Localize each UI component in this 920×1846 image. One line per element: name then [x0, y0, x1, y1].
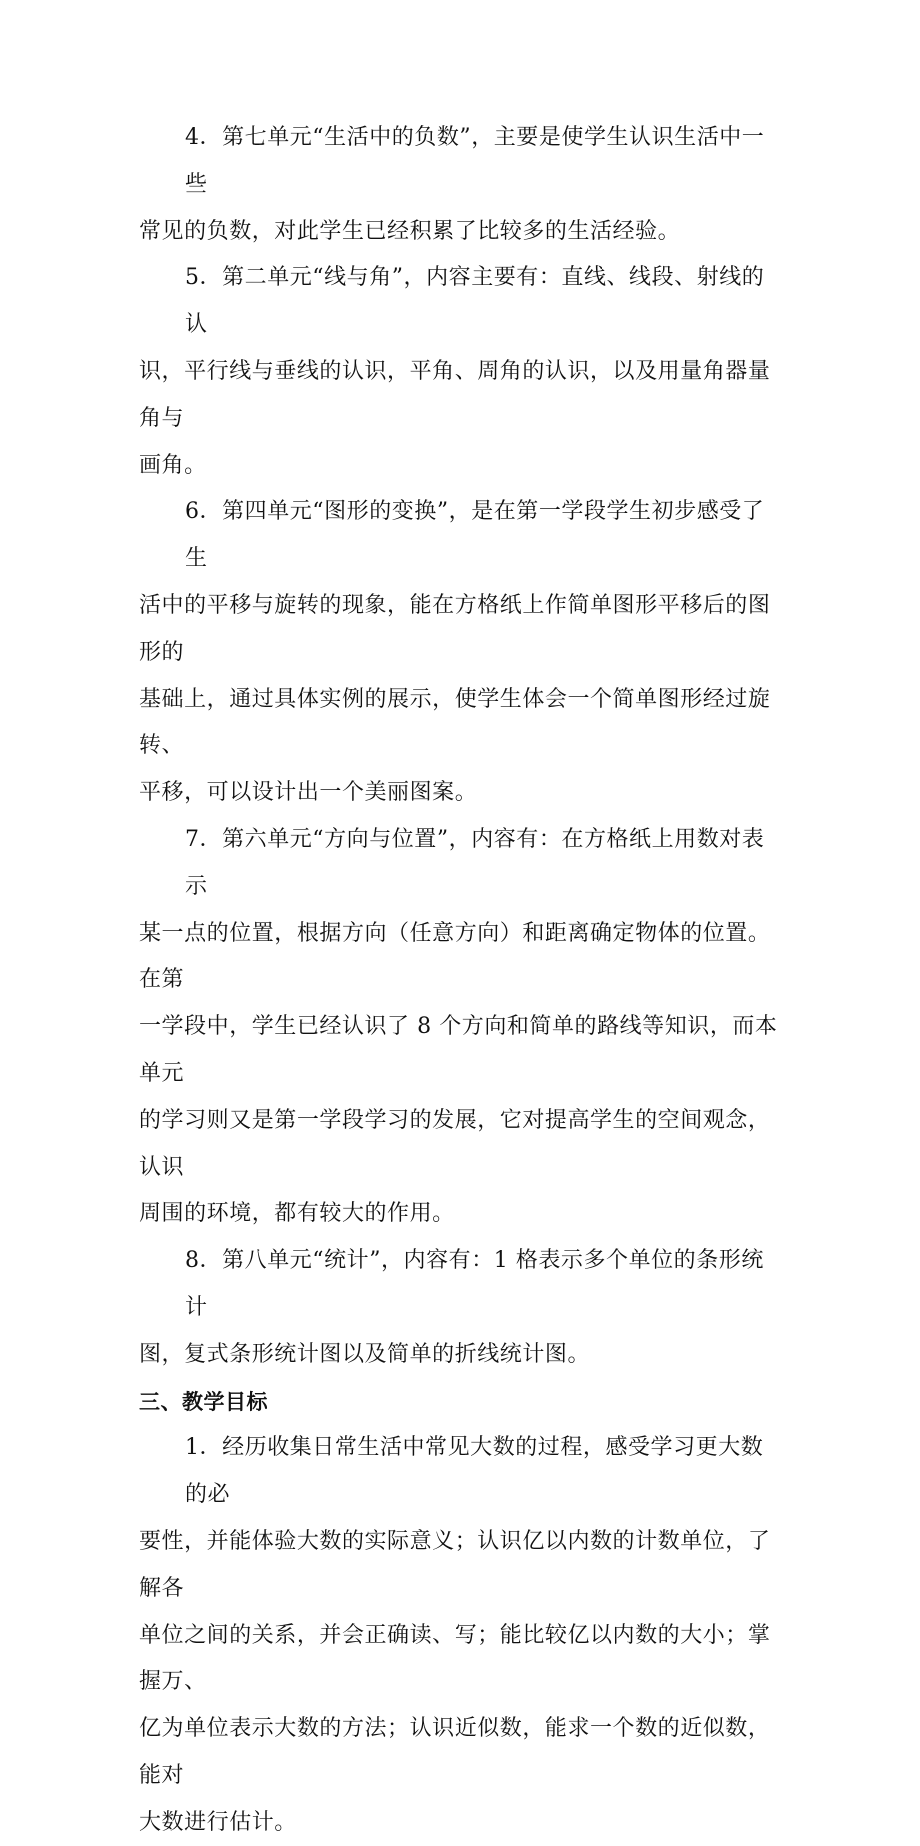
text-line: 要性，并能体验大数的实际意义；认识亿以内数的计数单位，了解各	[139, 1528, 771, 1601]
document-body	[139, 115, 784, 1846]
text-line: 大数进行估计。	[139, 1809, 297, 1835]
text-line: 画角。	[139, 452, 207, 478]
paragraph-unit-2	[139, 255, 784, 489]
text-line: 周围的环境，都有较大的作用。	[139, 1201, 455, 1227]
paragraph-goal-1	[139, 1425, 784, 1846]
text-line: 常见的负数，对此学生已经积累了比较多的生活经验。	[139, 218, 681, 244]
paragraph-unit-8	[139, 1238, 784, 1378]
text-line: 平移，可以设计出一个美丽图案。	[139, 780, 478, 806]
text-line: 8．第八单元“统计”，内容有：1 格表示多个单位的条形统计	[185, 1248, 764, 1320]
text-line: 5．第二单元“线与角”，内容主要有：直线、线段、射线的认	[185, 265, 765, 338]
text-line: 7．第六单元“方向与位置”，内容有：在方格纸上用数对表示	[185, 826, 765, 899]
text-line: 基础上，通过具体实例的展示，使学生体会一个简单图形经过旋转、	[139, 686, 771, 759]
paragraph-unit-7	[139, 115, 784, 255]
text-line: 活中的平移与旋转的现象，能在方格纸上作简单图形平移后的图形的	[139, 592, 771, 665]
text-line: 4．第七单元“生活中的负数”，主要是使学生认识生活中一些	[185, 125, 765, 197]
text-line: 亿为单位表示大数的方法；认识近似数，能求一个数的近似数，能对	[139, 1716, 771, 1788]
text-line: 识，平行线与垂线的认识，平角、周角的认识，以及用量角器量角与	[139, 358, 771, 431]
text-line: 单位之间的关系，并会正确读、写；能比较亿以内数的大小；掌握万、	[139, 1622, 771, 1695]
text-line: 图，复式条形统计图以及简单的折线统计图。	[139, 1341, 591, 1367]
text-line: 的学习则又是第一学段学习的发展，它对提高学生的空间观念，认识	[139, 1107, 771, 1180]
paragraph-unit-4	[139, 489, 784, 817]
text-line: 一学段中，学生已经认识了 8 个方向和简单的路线等知识，而本单元	[139, 1014, 778, 1086]
text-line: 6．第四单元“图形的变换”，是在第一学段学生初步感受了生	[185, 499, 765, 572]
text-line: 某一点的位置，根据方向（任意方向）和距离确定物体的位置。在第	[139, 920, 771, 993]
section-heading-teaching-goals: 三、教学目标	[139, 1389, 268, 1414]
paragraph-unit-6	[139, 817, 784, 1238]
text-line: 1．经历收集日常生活中常见大数的过程，感受学习更大数的必	[185, 1435, 764, 1508]
